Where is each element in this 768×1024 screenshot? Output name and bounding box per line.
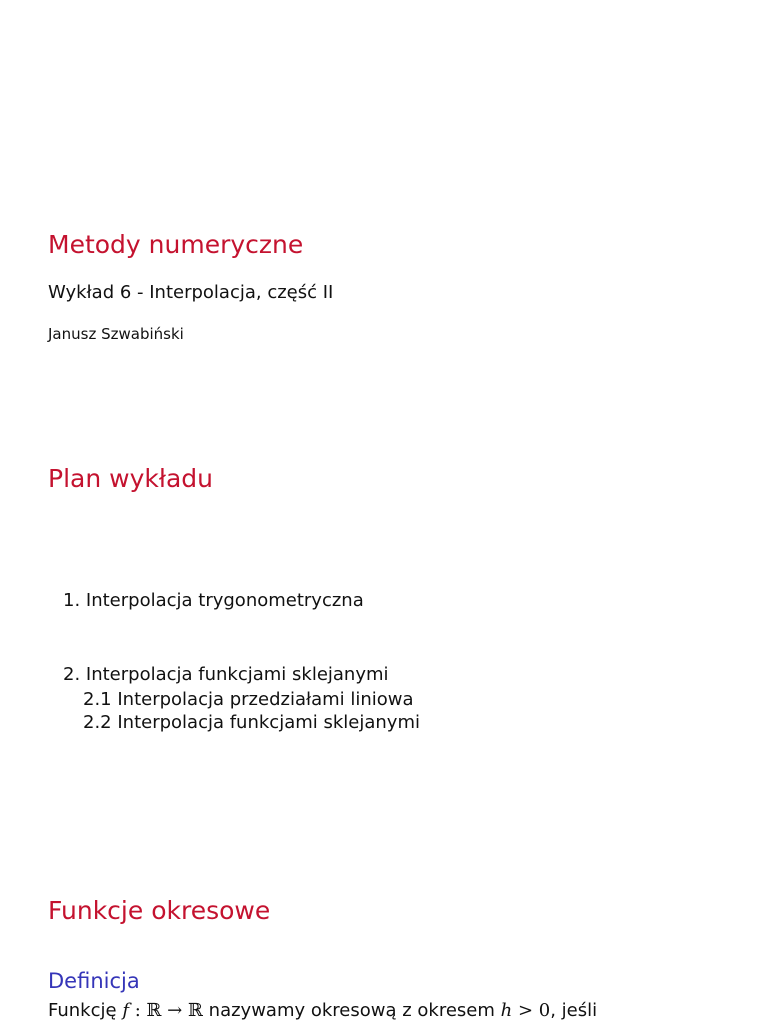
toc-item-2[interactable]: 2. Interpolacja funkcjami sklejanymi (63, 664, 389, 685)
plan-heading: Plan wykładu (48, 464, 213, 493)
presentation-title: Metody numeryczne (48, 230, 304, 259)
periodic-functions-heading: Funkcje okresowe (48, 896, 271, 925)
definition-title: Definicja (48, 969, 140, 993)
math-signature: : ℝ → ℝ (128, 1000, 203, 1021)
definition-suffix: , jeśli (550, 1000, 598, 1021)
author-name: Janusz Szwabiński (48, 325, 184, 343)
definition-prefix: Funkcję (48, 1000, 123, 1021)
lecture-subtitle: Wykład 6 - Interpolacja, część II (48, 282, 334, 303)
definition-middle: nazywamy okresową z okresem (202, 1000, 501, 1021)
math-condition: > 0 (512, 1000, 551, 1021)
toc-subitem-2-2[interactable]: 2.2 Interpolacja funkcjami sklejanymi (83, 712, 420, 733)
math-h: h (500, 1000, 513, 1021)
toc-item-1[interactable]: 1. Interpolacja trygonometryczna (63, 590, 364, 611)
definition-text (48, 1000, 597, 1021)
math-f: f (122, 1000, 129, 1021)
toc-subitem-2-1[interactable]: 2.1 Interpolacja przedziałami liniowa (83, 689, 414, 710)
